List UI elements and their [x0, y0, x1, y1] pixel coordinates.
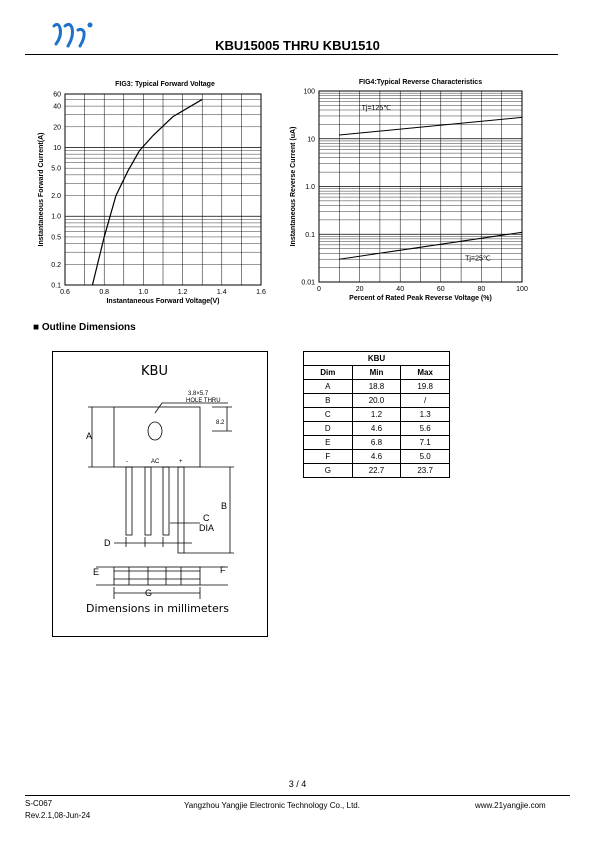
- table-cell: 19.8: [401, 380, 450, 394]
- tj125-label: Tj=125℃: [361, 105, 392, 113]
- x-tick-label: 1.4: [216, 289, 227, 296]
- table-row: [304, 450, 450, 464]
- hole-note-1: 3.8×5.7: [188, 391, 209, 397]
- table-cell: F: [304, 450, 353, 464]
- table-cell: 23.7: [401, 464, 450, 478]
- website: www.21yangjie.com: [475, 801, 546, 810]
- table-cell: 1.2: [352, 408, 401, 422]
- dimension-table: [303, 351, 450, 478]
- x-tick-label: 100: [516, 286, 528, 293]
- y-tick-label: 0.5: [51, 234, 61, 242]
- x-tick-label: 20: [355, 286, 364, 293]
- dim-82-label: 8.2: [216, 420, 225, 426]
- table-cell: 4.6: [352, 422, 401, 436]
- y-tick-label: 0.1: [305, 231, 315, 239]
- y-tick-label: 0.2: [51, 261, 61, 269]
- y-tick-label: 100: [303, 88, 315, 96]
- y-axis-label: Instantaneous Forward Current(A): [38, 132, 45, 247]
- table-header-cell: Min: [352, 366, 401, 380]
- company-name: Yangzhou Yangjie Electronic Technology Co., Ltd.: [184, 801, 360, 810]
- table-cell: 5.0: [401, 450, 450, 464]
- dim-a-label: A: [86, 431, 93, 441]
- doc-code: S-C067: [25, 799, 53, 808]
- forward-curve-line: [92, 99, 202, 285]
- table-cell: E: [304, 436, 353, 450]
- page-number: 3 / 4: [288, 779, 307, 789]
- tj125-line: [339, 117, 522, 135]
- table-cell: /: [401, 394, 450, 408]
- table-cell: 18.8: [352, 380, 401, 394]
- table-cell: D: [304, 422, 353, 436]
- table-cell: 1.3: [401, 408, 450, 422]
- x-tick-label: 0: [317, 286, 321, 293]
- dim-c-label: C: [203, 513, 210, 523]
- table-row: [304, 394, 450, 408]
- x-tick-label: 1.2: [177, 289, 188, 296]
- table-cell: B: [304, 394, 353, 408]
- hole-note-2: HOLE THRU: [186, 398, 221, 404]
- package-label: KBU: [141, 364, 168, 379]
- revision: Rev.2.1,08-Jun-24: [25, 811, 91, 820]
- x-tick-label: 0.8: [99, 289, 110, 296]
- table-cell: 22.7: [352, 464, 401, 478]
- table-row: [304, 436, 450, 450]
- dim-d-label: D: [104, 538, 111, 548]
- y-tick-label: 2.0: [51, 193, 61, 201]
- y-tick-label: 20: [53, 124, 61, 132]
- x-tick-label: 80: [477, 286, 486, 293]
- dim-g-label: G: [145, 588, 153, 598]
- table-row: [304, 380, 450, 394]
- x-tick-label: 0.6: [60, 289, 70, 296]
- x-tick-label: 60: [436, 286, 445, 293]
- table-cell: 6.8: [352, 436, 401, 450]
- footer-divider: [25, 795, 570, 796]
- fig3-title: FIG3: Typical Forward Voltage: [115, 81, 215, 88]
- table-cell: 20.0: [352, 394, 401, 408]
- dim-b-label: B: [221, 501, 228, 511]
- y-tick-label: 60: [53, 91, 61, 99]
- ac-label: AC: [151, 459, 160, 465]
- fig4-title: FIG4:Typical Reverse Characteristics: [358, 79, 483, 86]
- table-row: [304, 408, 450, 422]
- table-cell: C: [304, 408, 353, 422]
- table-header-cell: Max: [401, 366, 450, 380]
- fig4-chart: [280, 84, 540, 314]
- table-header-cell: Dim: [304, 366, 353, 380]
- dim-dia-label: DIA: [199, 523, 215, 533]
- plus-label: +: [179, 459, 183, 465]
- outline-heading: ■ Outline Dimensions: [33, 322, 136, 333]
- table-title-row: [304, 352, 450, 366]
- y-tick-label: 1.0: [51, 213, 61, 221]
- y-tick-label: 1.0: [305, 184, 315, 191]
- tj25-label: Tj=25℃: [465, 255, 491, 263]
- y-tick-label: 0.1: [51, 282, 61, 290]
- fig3-chart: [20, 88, 280, 313]
- table-cell: A: [304, 380, 353, 394]
- minus-label: -: [126, 459, 128, 465]
- y-axis-label: Instantaneous Reverse Current (uA): [290, 126, 297, 247]
- x-tick-label: 1.0: [138, 289, 149, 296]
- table-title: KBU: [304, 352, 450, 366]
- table-row: [304, 464, 450, 478]
- y-tick-label: 40: [53, 103, 61, 111]
- outline-drawing: [52, 351, 268, 637]
- table-row: [304, 422, 450, 436]
- table-cell: G: [304, 464, 353, 478]
- y-tick-label: 0.01: [301, 279, 315, 287]
- x-axis-label: Percent of Rated Peak Reverse Voltage (%): [349, 295, 492, 302]
- y-tick-label: 10: [53, 144, 61, 152]
- x-tick-label: 40: [396, 286, 405, 293]
- table-header-row: [304, 366, 450, 380]
- dim-e-label: E: [93, 567, 100, 577]
- y-tick-label: 5.0: [51, 165, 61, 173]
- header-divider: [25, 54, 558, 55]
- dimensions-caption: Dimensions in millimeters: [86, 602, 229, 615]
- y-tick-label: 10: [307, 136, 315, 144]
- table-cell: 4.6: [352, 450, 401, 464]
- dim-f-label: F: [220, 565, 226, 575]
- table-cell: 5.6: [401, 422, 450, 436]
- x-axis-label: Instantaneous Forward Voltage(V): [106, 298, 220, 305]
- page-title: KBU15005 THRU KBU1510: [215, 38, 380, 53]
- table-cell: 7.1: [401, 436, 450, 450]
- x-tick-label: 1.6: [256, 289, 266, 296]
